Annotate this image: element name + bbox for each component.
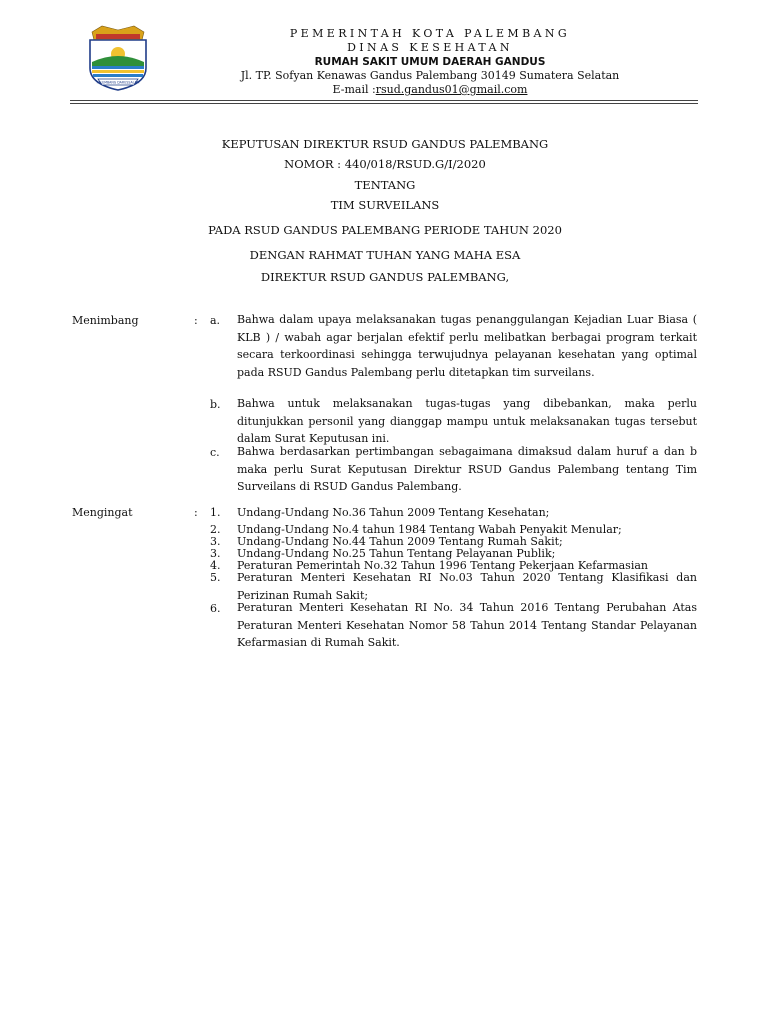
mengingat-marker-6: 6. (210, 602, 221, 615)
letterhead-line-2: DINAS KESEHATAN (347, 41, 513, 54)
menimbang-item-a: Bahwa dalam upaya melaksanakan tugas penanggulangan Kejadian Luar Biasa ( KLB ) / wabah agar berjalan efektif perlu melibatkan berbagai program terkait secara terkoordinasi sehingga terwujudnya pelayanan kesehatan yang optimal pada RSUD Gandus Palembang perlu ditetapkan tim surveilans. (237, 313, 697, 379)
palembang-crest-icon (78, 22, 158, 94)
decree-heading: KEPUTUSAN DIREKTUR RSUD GANDUS PALEMBANG (221, 137, 549, 151)
mengingat-item-3a: Undang-Undang No.44 Tahun 2009 Tentang Rumah Sakit; (237, 535, 563, 548)
mengingat-marker-3b: 3. (210, 547, 221, 560)
mengingat-marker-3a: 3. (210, 535, 221, 548)
decree-subject: TIM SURVEILANS (330, 198, 440, 212)
menimbang-item-b: Bahwa untuk melaksanakan tugas-tugas yang dibebankan, maka perlu ditunjukkan personil yang dianggap mampu untuk melaksanakan tugas tersebut dalam Surat Keputusan ini. (237, 397, 697, 446)
letterhead-line-1: PEMERINTAH KOTA PALEMBANG (289, 27, 571, 40)
mengingat-marker-1: 1. (210, 506, 221, 519)
mengingat-marker-2: 2. (210, 523, 221, 536)
menimbang-marker-b: b. (210, 398, 221, 411)
mengingat-item-6: Peraturan Menteri Kesehatan RI No. 34 Tahun 2016 Tentang Perubahan Atas Peraturan Menteri Kesehatan Nomor 58 Tahun 2014 Tentang Standar Pelayanan Kefarmasian di Rumah Sakit. (237, 601, 697, 650)
decree-tentang: TENTANG (354, 178, 416, 192)
letterhead (200, 27, 660, 97)
menimbang-marker-c: c. (210, 446, 220, 459)
mengingat-item-5: Peraturan Menteri Kesehatan RI No.03 Tahun 2020 Tentang Klasifikasi dan Perizinan Rumah Sakit; (237, 571, 697, 602)
letterhead-address: Jl. TP. Sofyan Kenawas Gandus Palembang 30149 Sumatera Selatan (240, 69, 620, 82)
menimbang-item-c: Bahwa berdasarkan pertimbangan sebagaimana dimaksud dalam huruf a dan b maka perlu Surat Keputusan Direktur RSUD Gandus Palembang tentang Tim Surveilans di RSUD Gandus Palembang. (237, 445, 697, 494)
email-prefix: E-mail : (332, 83, 376, 96)
email-link[interactable]: rsud.gandus01@gmail.com (375, 83, 528, 96)
mengingat-colon: : (194, 506, 198, 519)
menimbang-marker-a: a. (210, 314, 221, 327)
decree-invocation: DENGAN RAHMAT TUHAN YANG MAHA ESA (249, 248, 521, 262)
mengingat-marker-4: 4. (210, 559, 221, 572)
mengingat-marker-5: 5. (210, 571, 221, 584)
logo-ribbon-text: PALEMBANG DARUSSALAM (96, 80, 140, 85)
mengingat-item-3b: Undang-Undang No.25 Tahun Tentang Pelayanan Publik; (237, 547, 556, 560)
decree-number: NOMOR : 440/018/RSUD.G/I/2020 (284, 157, 486, 171)
menimbang-colon: : (194, 314, 198, 327)
mengingat-item-4: Peraturan Pemerintah No.32 Tahun 1996 Tentang Pekerjaan Kefarmasian (237, 559, 648, 572)
letterhead-line-3: RUMAH SAKIT UMUM DAERAH GANDUS (314, 56, 546, 68)
mengingat-item-1: Undang-Undang No.36 Tahun 2009 Tentang Kesehatan; (237, 506, 550, 519)
decree-issuer: DIREKTUR RSUD GANDUS PALEMBANG, (260, 270, 510, 284)
menimbang-label: Menimbang (72, 314, 139, 327)
letterhead-email-line (200, 83, 660, 97)
decree-subject-detail: PADA RSUD GANDUS PALEMBANG PERIODE TAHUN 2020 (208, 223, 562, 237)
mengingat-item-2: Undang-Undang No.4 tahun 1984 Tentang Wabah Penyakit Menular; (237, 523, 622, 536)
mengingat-label: Mengingat (72, 506, 133, 519)
letterhead-rule-top (70, 100, 698, 101)
letterhead-rule-bottom (70, 103, 698, 104)
